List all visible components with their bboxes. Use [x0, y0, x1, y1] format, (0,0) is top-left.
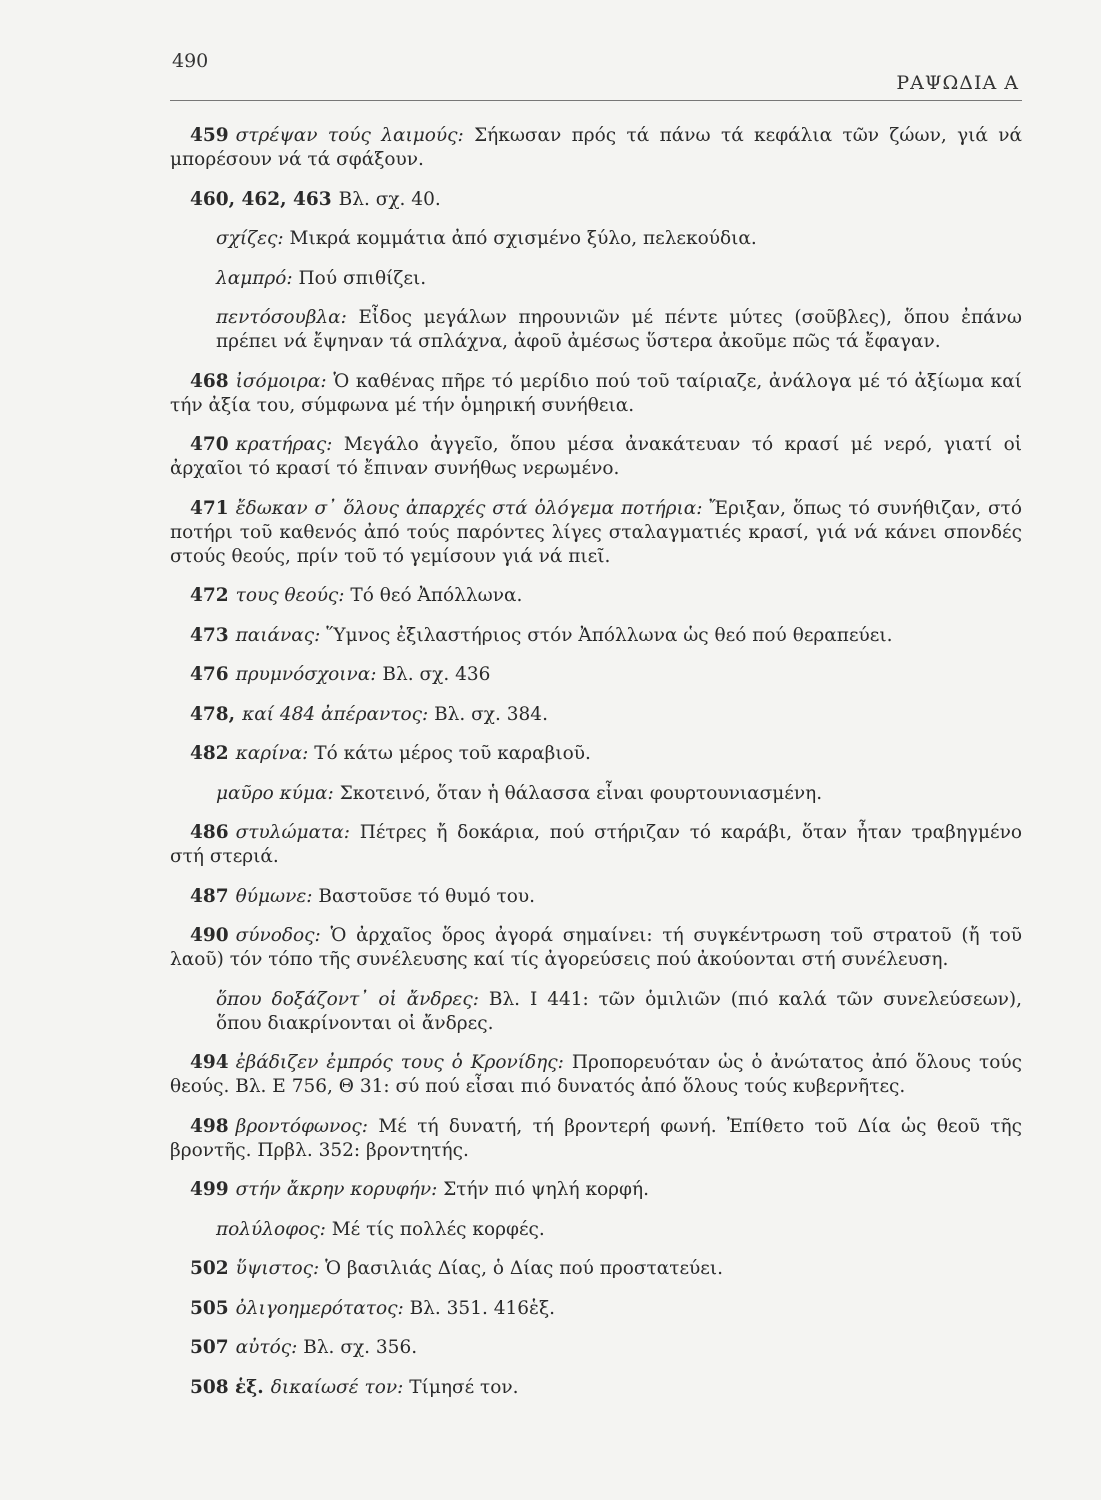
line-number: 471 — [190, 497, 229, 519]
gloss: Σκοτεινό, ὅταν ἡ θάλασσα εἶναι φουρτουνιασμένη. — [339, 782, 823, 804]
lemma: πεντόσουβλα: — [216, 307, 347, 328]
line-number: 498 — [190, 1115, 229, 1137]
lemma: ἰσόμοιρα: — [235, 370, 327, 392]
gloss: Εἶδος μεγάλων πηρουνιῶν μέ πέντε μύτες (σοῦβλες), ὅπου ἐπάνω πρέπει νά ἔψηναν τά σπλάχνα, ἀφοῦ ἀμέσως ὕστερα ἀκοῦμε πῶς τά ἔφαγαν. — [216, 307, 1022, 352]
lemma: δικαίωσέ τον: — [270, 1376, 404, 1398]
line-number: 482 — [190, 743, 229, 764]
gloss: Βλ. σχ. 40. — [338, 188, 441, 210]
commentary-entry — [170, 885, 1022, 909]
gloss: Βλ. σχ. 384. — [434, 703, 548, 725]
line-number: 472 — [190, 585, 229, 606]
gloss: Βλ. σχ. 436 — [382, 664, 491, 685]
gloss: Βαστοῦσε τό θυμό του. — [318, 885, 536, 907]
gloss: Τό κάτω μέρος τοῦ καραβιοῦ. — [314, 743, 591, 764]
line-number: 502 — [190, 1258, 229, 1279]
gloss: Ὁ καθένας πῆρε τό μερίδιο πού τοῦ ταίριαζε, ἀνάλογα μέ τό ἀξίωμα καί τήν ἀξία του, σύμφωνα μέ τήν ὁμηρική συνήθεια. — [170, 370, 1022, 416]
gloss: Προπορευόταν ὡς ὁ ἀνώτατος ἀπό ὅλους τούς θεούς. Βλ. Ε 756, Θ 31: σύ πού εἶσαι πιό δυνατός ἀπό ὅλους τούς κυβερνῆτες. — [170, 1052, 1023, 1097]
line-number: 499 — [190, 1179, 229, 1200]
commentary-entry — [170, 188, 1022, 212]
lemma: ὕψιστος: — [235, 1258, 320, 1279]
lemma: ἔδωκαν σ᾽ ὅλους ἀπαρχές στά ὁλόγεμα ποτήρια: — [235, 497, 703, 519]
commentary-entry — [170, 1336, 1022, 1360]
commentary-entry — [170, 924, 1022, 972]
commentary-entry — [170, 370, 1022, 418]
lemma: πρυμνόσχοινα: — [235, 664, 377, 685]
lemma: στυλώματα: — [235, 822, 351, 843]
commentary-entry — [170, 1218, 1022, 1242]
commentary-entry — [170, 267, 1022, 291]
gloss: Μέ τή δυνατή, τή βροντερή φωνή. Ἐπίθετο τοῦ Δία ὡς θεοῦ τῆς βροντῆς. Πρβλ. 352: βροντητής. — [170, 1115, 1022, 1161]
lemma: σχίζες: — [216, 228, 284, 249]
commentary-entry — [170, 742, 1022, 766]
gloss: Μέ τίς πολλές κορφές. — [331, 1218, 545, 1240]
commentary-entry — [170, 433, 1022, 481]
lemma: ὀλιγοημερότατος: — [235, 1297, 404, 1319]
lemma: αὐτός: — [235, 1337, 298, 1358]
line-number: 508 ἑξ. — [190, 1376, 264, 1398]
commentary-entry — [170, 227, 1022, 251]
lemma: ὅπου δοξάζοντ᾽ οἱ ἄνδρες: — [216, 988, 479, 1010]
gloss: Πέτρες ἤ δοκάρια, πού στήριζαν τό καράβι, ὅταν ἦταν τραβηγμένο στή στεριά. — [170, 822, 1022, 867]
lemma: στρέψαν τούς λαιμούς: — [235, 125, 464, 146]
commentary-entry — [170, 1178, 1022, 1202]
commentary-entry — [170, 1257, 1022, 1281]
gloss: Βλ. σχ. 356. — [303, 1337, 418, 1358]
line-number: 478, — [190, 703, 236, 725]
commentary-entry — [170, 624, 1022, 648]
lemma: τους θεούς: — [235, 585, 345, 606]
lemma: παιάνας: — [235, 624, 321, 646]
line-number: 470 — [190, 434, 229, 455]
line-number: 487 — [190, 885, 229, 907]
commentary-entry — [170, 1297, 1022, 1321]
lemma: μαῦρο κύμα: — [216, 782, 334, 804]
gloss: Μικρά κομμάτια ἀπό σχισμένο ξύλο, πελεκούδια. — [289, 228, 757, 249]
header-rule — [170, 100, 1022, 101]
commentary-entry — [170, 988, 1022, 1036]
commentary-entry — [170, 124, 1022, 172]
commentary-entry — [170, 703, 1022, 727]
commentary-entry — [170, 1376, 1022, 1400]
line-number: 460, 462, 463 — [190, 188, 332, 210]
gloss: Τό θεό Ἀπόλλωνα. — [350, 585, 523, 606]
lemma: βροντόφωνος: — [235, 1115, 368, 1137]
gloss: Στήν πιό ψηλή κορφή. — [443, 1179, 649, 1200]
commentary-entry — [170, 306, 1022, 354]
line-number: 490 — [190, 925, 229, 946]
lemma: θύμωνε: — [235, 885, 313, 907]
line-number: 473 — [190, 624, 229, 646]
lemma: κρατήρας: — [235, 434, 333, 455]
line-number: 486 — [190, 822, 229, 843]
gloss: Ὁ ἀρχαῖος ὅρος ἀγορά σημαίνει: τή συγκέντρωση τοῦ στρατοῦ (ἤ τοῦ λαοῦ) τόν τόπο τῆς συνέλευσης καί τίς ἀγορεύσεις πού ἀκούονται στή συνέλευση. — [170, 925, 1022, 970]
commentary-entry — [170, 1115, 1022, 1163]
gloss: Ὁ βασιλιάς Δίας, ὁ Δίας πού προστατεύει. — [325, 1258, 724, 1279]
line-number: 505 — [190, 1297, 229, 1319]
gloss: Βλ. 351. 416ἑξ. — [409, 1297, 556, 1319]
page-number: 490 — [172, 50, 209, 72]
line-number: 494 — [190, 1052, 229, 1073]
commentary-entry — [170, 821, 1022, 869]
gloss: Βλ. Ι 441: τῶν ὁμιλιῶν (πιό καλά τῶν συνελεύσεων), ὅπου διακρίνονται οἱ ἄνδρες. — [216, 988, 1022, 1034]
gloss: Ἔριξαν, ὅπως τό συνήθιζαν, στό ποτήρι τοῦ καθενός ἀπό τούς παρόντες λίγες σταλαγματιές κρασί, γιά νά κάνει σπονδές στούς θεούς, πρίν τοῦ τό γεμίσουν γιά νά πιεῖ. — [170, 497, 1022, 567]
gloss: Μεγάλο ἀγγεῖο, ὅπου μέσα ἀνακάτευαν τό κρασί μέ νερό, γιατί οἱ ἀρχαῖοι τό κρασί τό ἔπιναν συνήθως νερωμένο. — [170, 434, 1022, 479]
lemma: σύνοδος: — [235, 925, 321, 946]
gloss: Σήκωσαν πρός τά πάνω τά κεφάλια τῶν ζώων, γιά νά μπορέσουν νά τά σφάξουν. — [170, 125, 1022, 170]
commentary-entry — [170, 782, 1022, 806]
commentary-entry — [170, 497, 1022, 569]
commentary-entry — [170, 663, 1022, 687]
lemma: καί 484 ἀπέραντος: — [242, 703, 429, 725]
gloss: Πού σπιθίζει. — [298, 267, 427, 289]
lemma: καρίνα: — [235, 743, 309, 764]
commentary-entries — [170, 124, 1022, 1415]
lemma: στήν ἄκρην κορυφήν: — [235, 1179, 438, 1200]
gloss: Τίμησέ τον. — [409, 1376, 519, 1398]
line-number: 468 — [190, 370, 229, 392]
line-number: 507 — [190, 1337, 229, 1358]
commentary-entry — [170, 1051, 1022, 1099]
lemma: πολύλοφος: — [216, 1218, 326, 1240]
commentary-entry — [170, 584, 1022, 608]
lemma: λαμπρό: — [216, 267, 293, 289]
line-number: 476 — [190, 664, 229, 685]
gloss: Ὕμνος ἐξιλαστήριος στόν Ἀπόλλωνα ὡς θεό πού θεραπεύει. — [326, 624, 893, 646]
running-head: ΡΑΨΩΔΙΑ Α — [896, 72, 1019, 94]
lemma: ἐβάδιζεν ἐμπρός τους ὁ Κρονίδης: — [235, 1052, 564, 1073]
line-number: 459 — [190, 125, 229, 146]
